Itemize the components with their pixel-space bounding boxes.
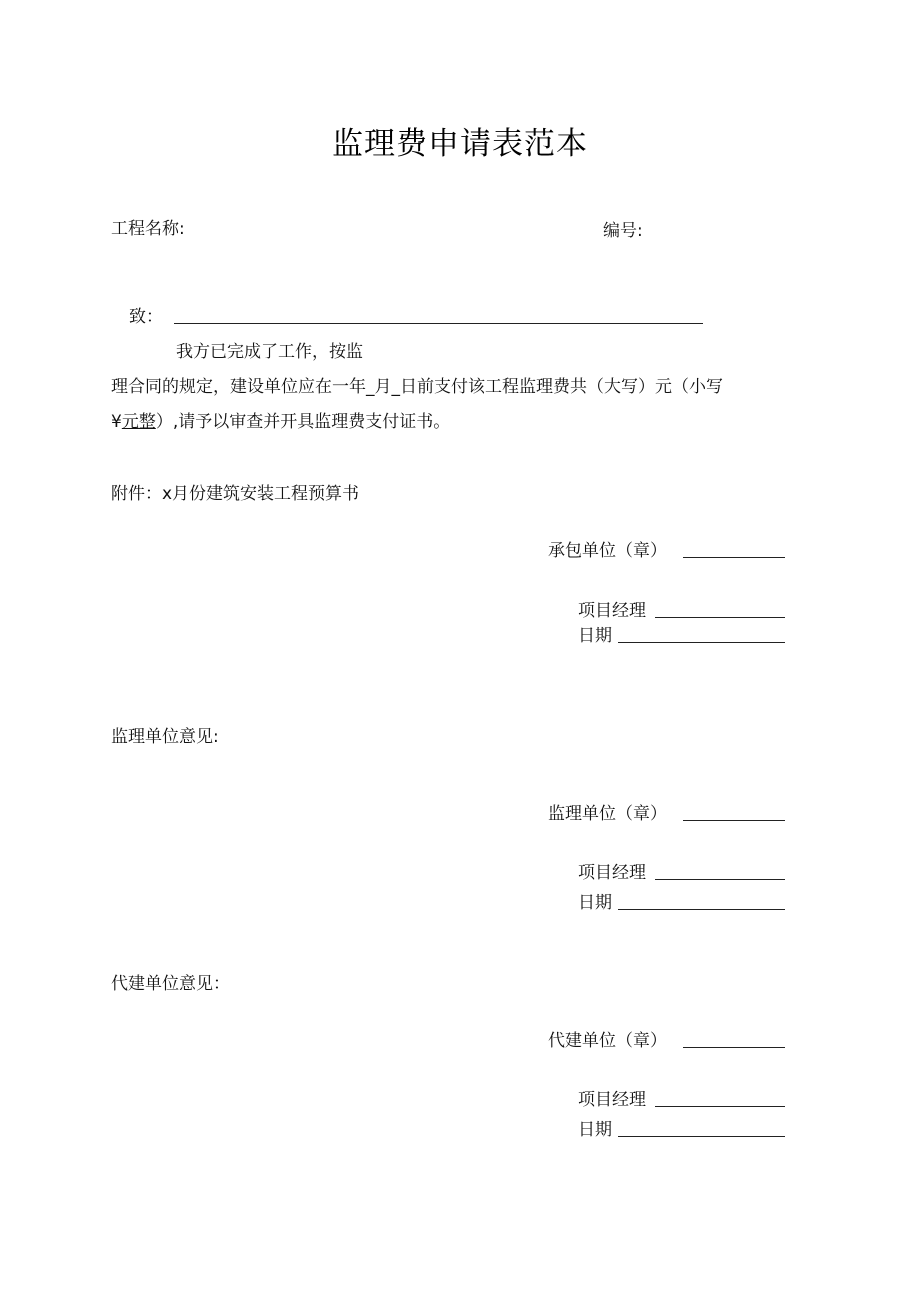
to-blank-line bbox=[174, 323, 703, 324]
contractor-manager-line bbox=[655, 617, 785, 618]
body-line-1: 我方已完成了工作，按监 bbox=[176, 342, 363, 362]
number-label: 编号: bbox=[603, 221, 643, 241]
page-title: 监理费申请表范本 bbox=[332, 126, 588, 162]
supervision-date-label: 日期 bbox=[578, 893, 612, 913]
supervision-date-line bbox=[618, 909, 785, 910]
contractor-unit-label: 承包单位（章） bbox=[548, 541, 667, 561]
yen-sign: ¥ bbox=[111, 412, 122, 432]
body-line-3-suffix: ）,请予以审查并开具监理费支付证书。 bbox=[155, 412, 451, 432]
body-line-2: 理合同的规定，建设单位应在一年_月_日前支付该工程监理费共（大写）元（小写 bbox=[111, 377, 723, 397]
attachment-text: 附件：x月份建筑安装工程预算书 bbox=[111, 484, 360, 504]
to-label: 致： bbox=[129, 307, 163, 327]
agent-unit-line bbox=[683, 1047, 785, 1048]
amount-underlined: 元整 bbox=[121, 412, 156, 432]
supervision-unit-label: 监理单位（章） bbox=[548, 804, 667, 824]
agent-date-line bbox=[618, 1136, 785, 1137]
body-line-3 bbox=[111, 411, 450, 433]
contractor-manager-label: 项目经理 bbox=[578, 601, 646, 621]
supervision-opinion-label: 监理单位意见: bbox=[111, 727, 219, 747]
contractor-date-label: 日期 bbox=[578, 626, 612, 646]
supervision-unit-line bbox=[683, 820, 785, 821]
contractor-unit-line bbox=[683, 557, 785, 558]
supervision-manager-label: 项目经理 bbox=[578, 863, 646, 883]
agent-date-label: 日期 bbox=[578, 1120, 612, 1140]
project-name-label: 工程名称: bbox=[111, 219, 185, 239]
supervision-manager-line bbox=[655, 879, 785, 880]
agent-manager-label: 项目经理 bbox=[578, 1090, 646, 1110]
agent-opinion-label: 代建单位意见： bbox=[111, 974, 230, 994]
agent-unit-label: 代建单位（章） bbox=[548, 1031, 667, 1051]
contractor-date-line bbox=[618, 642, 785, 643]
agent-manager-line bbox=[655, 1106, 785, 1107]
